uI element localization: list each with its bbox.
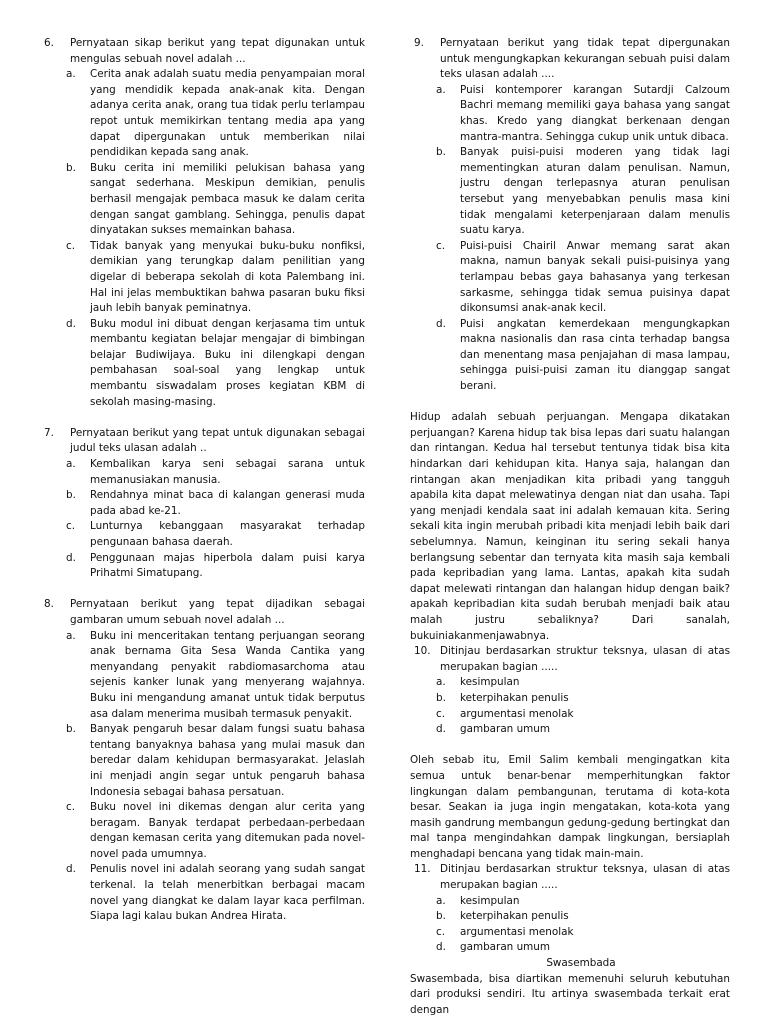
option-letter: a.: [66, 629, 76, 642]
question-text: Pernyataan berikut yang tidak tepat dipergunakan untuk mengungkapkan kekurangan sebuah puisi dalam teks ulasan adalah ....: [440, 37, 730, 81]
option-item: [40, 161, 365, 239]
option-letter: c.: [436, 239, 446, 252]
option-letter: c.: [436, 925, 446, 938]
option-item: [410, 317, 730, 395]
option-letter: c.: [66, 520, 76, 533]
option-text: Penggunaan majas hiperbola dalam puisi karya Prihatmi Simatupang.: [90, 551, 365, 580]
option-text: Rendahnya minat baca di kalangan generasi muda pada abad ke-21.: [90, 489, 365, 517]
option-letter: b.: [436, 910, 446, 923]
question-text: Pernyataan berikut yang tepat untuk digunakan sebagai judul teks ulasan adalah ..: [70, 426, 365, 455]
option-item: [410, 940, 730, 956]
option-letter: b.: [436, 146, 446, 159]
option-letter: d.: [436, 723, 446, 736]
option-item: [40, 629, 365, 723]
option-list: [40, 67, 365, 410]
reading-passage: Swasembada, bisa diartikan memenuhi seluruh kebutuhan dari produksi sendiri. Itu artinya swasembada terkait erat dengan: [410, 972, 730, 1016]
option-item: [410, 894, 730, 910]
option-text: argumentasi menolak: [460, 925, 574, 938]
question-stem: [410, 36, 730, 83]
option-letter: d.: [436, 317, 446, 330]
question-number: 10.: [414, 645, 431, 658]
question-stem: [40, 597, 365, 628]
option-letter: d.: [66, 317, 76, 330]
option-item: [40, 551, 365, 582]
question-text: Pernyataan sikap berikut yang tepat digunakan untuk mengulas sebuah novel adalah ...: [70, 37, 365, 65]
option-text: Buku cerita ini memiliki pelukisan bahasa yang sangat sederhana. Meskipun demikian, penulis berhasil mengajak pembaca masuk ke dalam cerita dengan sangat gamblang. Sehingga, penulis dapat dinyatakan sukses memainkan bahasa.: [90, 161, 365, 237]
option-text: Buku ini menceritakan tentang perjuangan seorang anak bernama Gita Sesa Wanda Cantika yang menyandang penyakit rabdiomasarchoma atau sejenis kanker lunak yang menyerang wajahnya. Buku ini mengandung amanat untuk tidak berputus asa dalam menerima musibah termasuk penyakit.: [90, 629, 365, 720]
option-text: Banyak puisi-puisi moderen yang tidak lagi mementingkan aturan dalam penulisan. Namun, justru dengan terlepasnya aturan penulisan tersebut yang menyebabkan penulis masa kini tidak mengalami keterpenjaraan dalam menulis suatu karya.: [460, 146, 730, 237]
option-item: [40, 488, 365, 519]
question-number: 11.: [414, 863, 431, 876]
question-stem: [410, 862, 730, 893]
question-number: 8.: [44, 598, 54, 611]
question-text: Pernyataan berikut yang tepat dijadikan sebagai gambaran umum sebuah novel adalah ...: [70, 598, 365, 626]
option-item: [40, 457, 365, 488]
option-letter: d.: [66, 551, 76, 564]
option-text: Lunturnya kebanggaan masyarakat terhadap pengunaan bahasa daerah.: [90, 520, 365, 548]
option-item: [40, 519, 365, 550]
option-letter: a.: [66, 68, 76, 81]
question-10: [410, 644, 730, 738]
reading-passage: Oleh sebab itu, Emil Salim kembali mengingatkan kita semua untuk benar-benar memperhitungkan faktor lingkungan dalam pembangunan, terutama di kota-kota besar. Seakan ia juga ingin mengatakan, kota-kota yang masih gandrung membangun gedung-gedung bertingkat dan mal tanpa mengindahkan dampak lingkungan, bersiaplah menghadapi bencana yang tidak main-main.: [410, 754, 730, 860]
option-list: [410, 894, 730, 956]
option-text: Buku modul ini dibuat dengan kerjasama tim untuk membantu kegiatan belajar mengajar di bimbingan belajar Budiwijaya. Buku ini dilengkapi dengan pembahasan soal-soal yang lengkap untuk membantu siswadalam proses kegiatan KBM di sekolah masing-masing.: [90, 317, 365, 408]
option-letter: d.: [436, 941, 446, 954]
option-item: [40, 862, 365, 924]
option-item: [410, 909, 730, 925]
option-list: [40, 457, 365, 582]
option-text: gambaran umum: [460, 941, 550, 954]
question-9: [410, 36, 730, 395]
option-letter: a.: [66, 458, 76, 471]
option-letter: d.: [66, 863, 76, 876]
question-8: [40, 597, 365, 924]
option-text: Puisi kontemporer karangan Sutardji Calzoum Bachri memang memiliki gaya bahasa yang sangat khas. Kredo yang diangkat berkenaan dengan mantra-mantra. Sehingga cukup unik untuk dibaca.: [460, 83, 730, 143]
option-item: [410, 239, 730, 317]
option-item: [40, 67, 365, 161]
question-number: 9.: [414, 37, 424, 49]
question-6: [40, 36, 365, 410]
question-number: 7.: [44, 426, 54, 439]
option-letter: a.: [436, 83, 446, 96]
option-item: [40, 317, 365, 411]
option-text: kesimpulan: [460, 894, 520, 907]
option-text: Penulis novel ini adalah seorang yang sudah sangat terkenal. Ia telah menerbitkan berbagai macam novel yang diangkat ke dalam layar kaca perfilman. Siapa lagi kalau bukan Andrea Hirata.: [90, 863, 365, 923]
option-text: gambaran umum: [460, 723, 550, 736]
option-item: [410, 691, 730, 707]
option-item: [410, 145, 730, 239]
option-letter: a.: [436, 676, 446, 689]
question-number: 6.: [44, 37, 54, 49]
option-letter: b.: [66, 723, 76, 736]
option-text: Puisi angkatan kemerdekaan mengungkapkan makna nasionalis dan rasa cinta terhadap bangsa dan menentang masa penjajahan di masa lampau, sehingga puisi-puisi zaman itu dianggap sangat berani.: [460, 317, 730, 393]
option-text: Buku novel ini dikemas dengan alur cerita yang beragam. Banyak terdapat perbedaan-perbedaan dengan kemasan cerita yang ditemukan pada novel-novel pada umumnya.: [90, 801, 365, 860]
question-stem: [40, 426, 365, 457]
option-item: [410, 83, 730, 145]
option-item: [40, 800, 365, 862]
option-letter: c.: [66, 801, 76, 814]
question-11: [410, 862, 730, 956]
question-stem: [40, 36, 365, 67]
option-item: [410, 722, 730, 738]
option-list: [410, 675, 730, 737]
option-letter: b.: [66, 161, 76, 174]
option-letter: c.: [66, 239, 76, 252]
option-item: [410, 675, 730, 691]
right-column: [410, 36, 730, 1018]
option-item: [410, 925, 730, 941]
option-list: [40, 629, 365, 925]
option-text: Cerita anak adalah suatu media penyampaian moral yang mendidik kepada anak-anak kita. Dengan adanya cerita anak, orang tua tidak perlu terlampau repot untuk memikirkan tentang media apa yang dapat dipergunakan untuk memberikan nilai pendidikan kepada sang anak.: [90, 68, 365, 159]
question-7: [40, 426, 365, 582]
option-letter: a.: [436, 894, 446, 907]
option-text: Tidak banyak yang menyukai buku-buku nonfiksi, demikian yang terungkap dalam penilitian yang digelar di beberapa sekolah di kota Palembang ini. Hal ini jelas membuktikan bahwa pasaran buku fiksi jauh lebih banyak peminatnya.: [90, 239, 365, 315]
option-item: [40, 722, 365, 800]
left-column: [40, 36, 365, 925]
question-text: Ditinjau berdasarkan struktur teksnya, ulasan di atas merupakan bagian .....: [440, 863, 730, 892]
option-letter: b.: [436, 691, 446, 704]
option-text: argumentasi menolak: [460, 707, 574, 720]
option-item: [40, 239, 365, 317]
option-item: [410, 707, 730, 723]
option-text: keterpihakan penulis: [460, 910, 569, 923]
question-text: Ditinjau berdasarkan struktur teksnya, ulasan di atas merupakan bagian .....: [440, 645, 730, 673]
option-text: kesimpulan: [460, 676, 520, 689]
reading-passage: Hidup adalah sebuah perjuangan. Mengapa dikatakan perjuangan? Karena hidup tak bisa lepas dari suatu halangan dan rintangan. Kedua hal tersebut tentunya tidak bisa kita hindarkan dari kehidupan kita. Hanya saja, halangan dan rintangan akan menjadikan kita pribadi yang tangguh apabila kita dapat melewatinya dengan niat dan usaha. Tapi yang menjadi kendala saat ini adalah kemauan kita. Sering sekali kita ingin merubah pribadi kita menjadi lebih baik dari sebelumnya. Namun, keinginan itu sering sekali hanya berlangsung sebentar dan ternyata kita masih saja kembali pada kepribadian yang lama. Lantas, apakah kita sudah dapat melewati rintangan dan halangan hidup dengan baik? apakah kepribadian kita sudah berubah menjadi baik atau malah justru sebaliknya? Dari sanalah, bukuiniakanmenjawabnya.: [410, 411, 730, 642]
option-text: Banyak pengaruh besar dalam fungsi suatu bahasa tentang banyaknya bahasa yang mulai masuk dan beredar dalam kehidupan bermasyarakat. Jelaslah ini menjadi angin segar untuk pengaruh bahasa Indonesia sebagai bahasa persatuan.: [90, 723, 365, 798]
option-text: Puisi-puisi Chairil Anwar memang sarat akan makna, namun banyak sekali puisi-puisinya yang terlampau bebas gaya bahasanya yang terkesan sarkasme, sehingga tidak semua puisinya dapat dikonsumsi anak-anak kecil.: [460, 239, 730, 315]
option-letter: c.: [436, 707, 446, 720]
option-text: Kembalikan karya seni sebagai sarana untuk memanusiakan manusia.: [90, 458, 365, 486]
option-letter: b.: [66, 489, 76, 502]
question-stem: [410, 644, 730, 675]
option-text: keterpihakan penulis: [460, 691, 569, 704]
section-heading: Swasembada: [546, 957, 616, 970]
option-list: [410, 83, 730, 395]
